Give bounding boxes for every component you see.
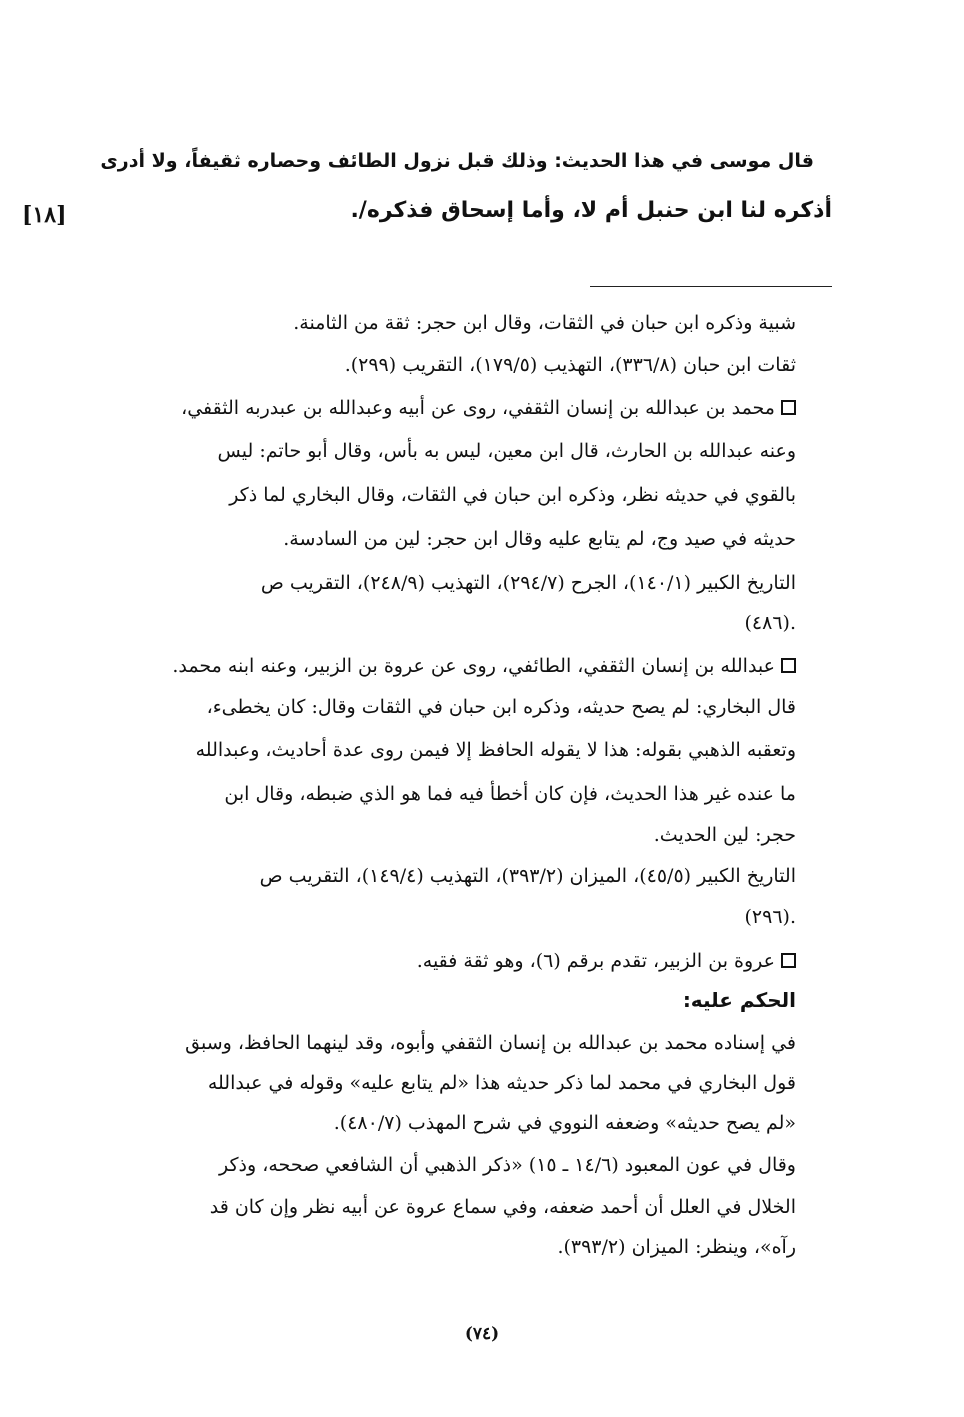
page-number: (٧٤): [464, 1324, 500, 1344]
margin-reference-number: [١٨]: [22, 202, 67, 228]
footnote-line: التاريخ الكبير (١٤٠/١)، الجرح (٢٩٤/٧)، التهذيب (٢٤٨/٩)، التقريب ص: [260, 572, 796, 594]
footnote-separator: [590, 286, 832, 287]
checkbox-icon: [781, 658, 796, 673]
footnote-line: (٢٩٦).: [744, 906, 796, 928]
footnote-line: حديثه في صيد وج، لم يتابع عليه وقال ابن حجر: لين من السادسة.: [283, 528, 796, 550]
footnote-line: التاريخ الكبير (٤٥/٥)، الميزان (٣٩٣/٢)، التهذيب (١٤٩/٤)، التقريب ص: [259, 865, 796, 887]
footnote-text: عبدالله بن إنسان الثقفي، الطائفي، روى عن عروة بن الزبير، وعنه ابنه محمد.: [172, 655, 775, 677]
ruling-line: «لم يصح حديثه» وضعفه النووي في شرح المهذب (٤٨٠/٧).: [333, 1112, 796, 1134]
footnote-line: وتعقبه الذهبي بقوله: هذا لا يقوله الحافظ إلا فيمن روى عدة أحاديث، وعبدالله: [195, 739, 796, 761]
footnote-text: عروة بن الزبير، تقدم برقم (٦)، وهو ثقة فقيه.: [416, 950, 775, 972]
footnote-line: حجر: لين الحديث.: [653, 824, 796, 846]
footnote-line: قال البخاري: لم يصح حديثه، وذكره ابن حبان في الثقات وقال: كان يخطىء،: [206, 696, 796, 718]
checkbox-icon: [781, 953, 796, 968]
footnote-entry: [417, 950, 796, 972]
footnote-entry: [181, 397, 796, 419]
footnote-entry: [172, 655, 796, 677]
ruling-heading: الحكم عليه:: [682, 988, 796, 1012]
footnote-line: بالقوي في حديثه نظر، وذكره ابن حبان في الثقات، وقال البخاري لما ذكر: [229, 484, 796, 506]
checkbox-icon: [781, 400, 796, 415]
footnote-line: (٤٨٦).: [744, 612, 796, 634]
ruling-line: الخلال في العلل أن أحمد ضعفه، وفي سماع عروة عن أبيه نظر وإن كان قد: [209, 1196, 796, 1218]
footnote-line: ما عنده غير هذا الحديث، فإن كان أخطأ فيه فما هو الذي ضبطه، وقال ابن: [224, 783, 796, 805]
footnote-line: شبية وذكره ابن حبان في الثقات، وقال ابن حجر: ثقة من الثامنة.: [293, 312, 796, 334]
ruling-line: في إسناده محمد بن عبدالله بن إنسان الثقفي وأبوه، وقد لينهما الحافظ، وسبق: [185, 1032, 796, 1054]
ruling-line: قول البخاري في محمد لما ذكر حديثه هذا «لم يتابع عليه» وقوله في عبدالله: [207, 1072, 796, 1094]
footnote-text: محمد بن عبدالله بن إنسان الثقفي، روى عن أبيه وعبدالله بن عبدربه الثقفي،: [181, 397, 775, 419]
main-text-line-1: قال موسى في هذا الحديث: وذلك قبل نزول الطائف وحصاره ثقيفاً، ولا أدرى: [100, 150, 814, 172]
ruling-line: رآه»، وينظر: الميزان (٣٩٣/٢).: [557, 1236, 796, 1258]
footnote-line: ثقات ابن حبان (٣٣٦/٨)، التهذيب (١٧٩/٥)، التقريب (٢٩٩).: [344, 354, 796, 376]
main-text-line-2: أذكره لنا ابن حنبل أم لا، وأما إسحاق فذكره/.: [350, 198, 832, 223]
ruling-line: وقال في عون المعبود (١٤/٦ ـ ١٥) «ذكر الذهبي أن الشافعي صححه، وذكر: [219, 1154, 796, 1176]
footnote-line: وعنه عبدالله بن الحارث، قال ابن معين، ليس به بأس، وقال أبو حاتم: ليس: [217, 440, 796, 462]
